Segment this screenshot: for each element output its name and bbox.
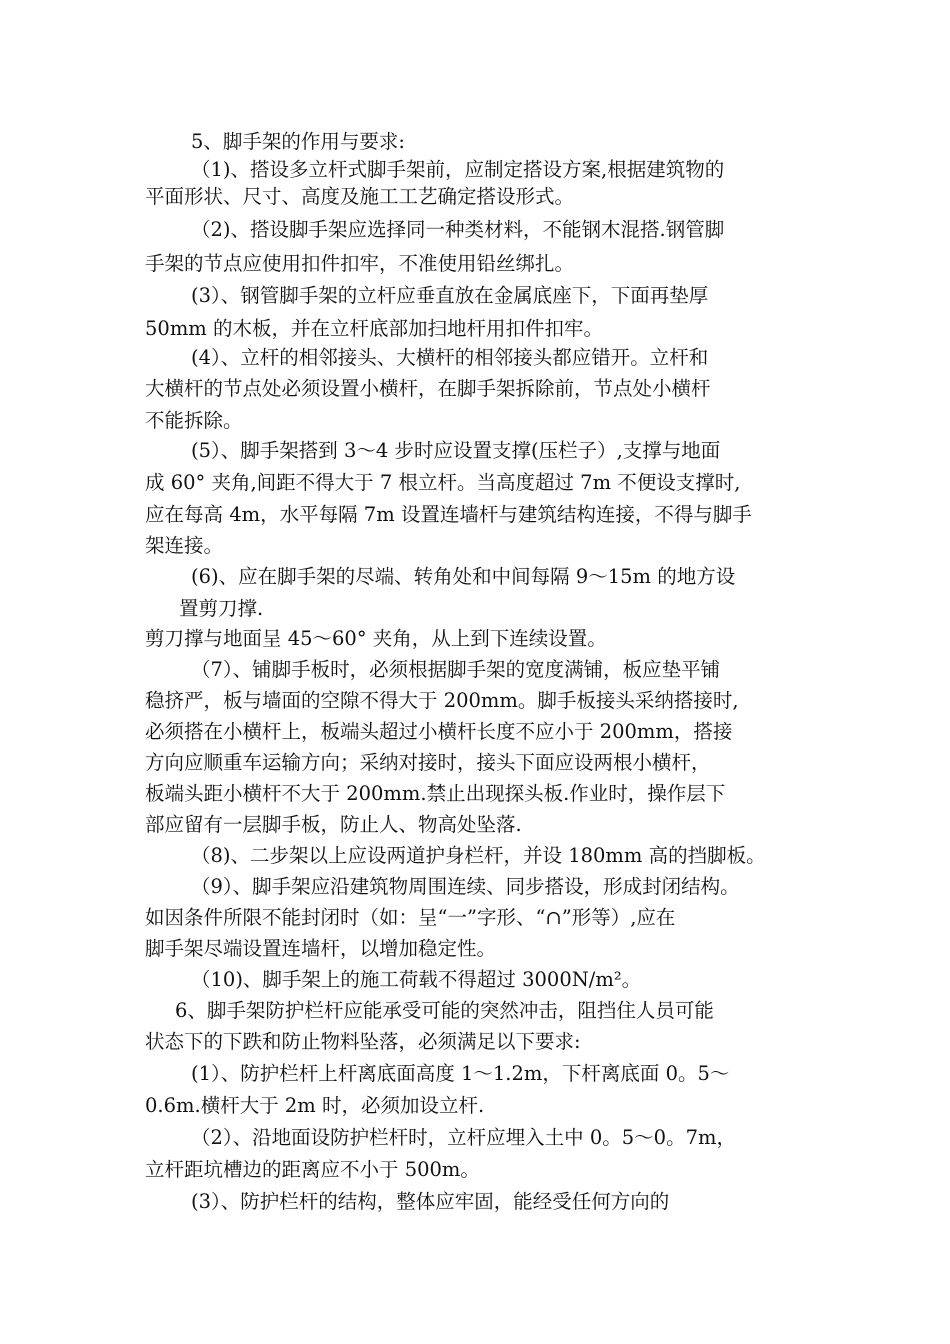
text-line: 如因条件所限不能封闭时（如：呈“一”字形、“∩”形等）,应在 xyxy=(145,906,676,929)
text-line: 剪刀撑与地面呈 45～60° 夹角，从上到下连续设置。 xyxy=(145,627,607,650)
text-line: 应在每高 4m，水平每隔 7m 设置连墙杆与建筑结构连接，不得与脚手 xyxy=(145,503,752,526)
text-line: (4）、立杆的相邻接头、大横杆的相邻接头都应错开。立杆和 xyxy=(191,346,709,369)
text-line: 0.6m.横杆大于 2m 时，必须加设立杆. xyxy=(145,1094,485,1117)
text-line: 稳挤严，板与墙面的空隙不得大于 200mm。脚手板接头采纳搭接时, xyxy=(145,689,739,712)
text-line: 6、脚手架防护栏杆应能承受可能的突然冲击，阻挡住人员可能 xyxy=(175,999,714,1022)
text-line: （1)、搭设多立杆式脚手架前，应制定搭设方案,根据建筑物的 xyxy=(191,158,725,181)
text-line: (5）、脚手架搭到 3～4 步时应设置支撑(压栏子）,支撑与地面 xyxy=(191,439,721,462)
text-line: （2）、沿地面设防护栏杆时，立杆应埋入土中 0。5～0。7m， xyxy=(191,1126,736,1149)
text-line: （8)、二步架以上应设两道护身栏杆，并设 180mm 高的挡脚板。 xyxy=(191,844,766,867)
text-line: 大横杆的节点处必须设置小横杆，在脚手架拆除前，节点处小横杆 xyxy=(145,377,711,400)
text-line: 板端头距小横杆不大于 200mm.禁止出现探头板.作业时，操作层下 xyxy=(145,782,726,805)
text-line: 部应留有一层脚手板，防止人、物高处坠落. xyxy=(145,813,522,836)
text-line: 脚手架尽端设置连墙杆，以增加稳定性。 xyxy=(145,937,497,960)
text-line: (3）、钢管脚手架的立杆应垂直放在金属底座下，下面再垫厚 xyxy=(191,284,709,307)
text-line: (1）、防护栏杆上杆离底面高度 1～1.2m，下杆离底面 0。5～ xyxy=(191,1062,730,1085)
text-line: （10)、脚手架上的施工荷载不得超过 3000N/m²。 xyxy=(191,968,642,991)
text-line: 5、脚手架的作用与要求: xyxy=(191,130,405,153)
text-line: 不能拆除。 xyxy=(145,409,243,432)
text-line: 平面形状、尺寸、高度及施工工艺确定搭设形式。 xyxy=(145,185,575,208)
text-line: 必须搭在小横杆上，板端头超过小横杆长度不应小于 200mm，搭接 xyxy=(145,720,733,743)
text-line: 方向应顺重车运输方向；采纳对接时，接头下面应设两根小横杆， xyxy=(145,751,711,774)
text-line: (6)、应在脚手架的尽端、转角处和中间每隔 9～15m 的地方设 xyxy=(191,565,736,588)
text-line: (3）、防护栏杆的结构，整体应牢固，能经受任何方向的 xyxy=(191,1190,670,1213)
text-line: 架连接。 xyxy=(145,534,224,557)
text-line: 状态下的下跌和防止物料坠落，必须满足以下要求: xyxy=(145,1030,581,1053)
text-line: 50mm 的木板，并在立杆底部加扫地杆用扣件扣牢。 xyxy=(145,317,603,340)
text-line: 置剪刀撑. xyxy=(179,597,264,620)
text-line: 手架的节点应使用扣件扣牢，不准使用铅丝绑扎。 xyxy=(145,252,575,275)
text-line: 立杆距坑槽边的距离应不小于 500m。 xyxy=(145,1158,480,1181)
text-line: 成 60° 夹角,间距不得大于 7 根立杆。当高度超过 7m 不便设支撑时, xyxy=(145,471,741,494)
text-line: （9）、脚手架应沿建筑物周围连续、同步搭设，形成封闭结构。 xyxy=(191,875,740,898)
text-line: （7）、铺脚手板时，必须根据脚手架的宽度满铺，板应垫平铺 xyxy=(191,658,721,681)
text-line: （2)、搭设脚手架应选择同一种类材料，不能钢木混搭.钢管脚 xyxy=(191,218,725,241)
